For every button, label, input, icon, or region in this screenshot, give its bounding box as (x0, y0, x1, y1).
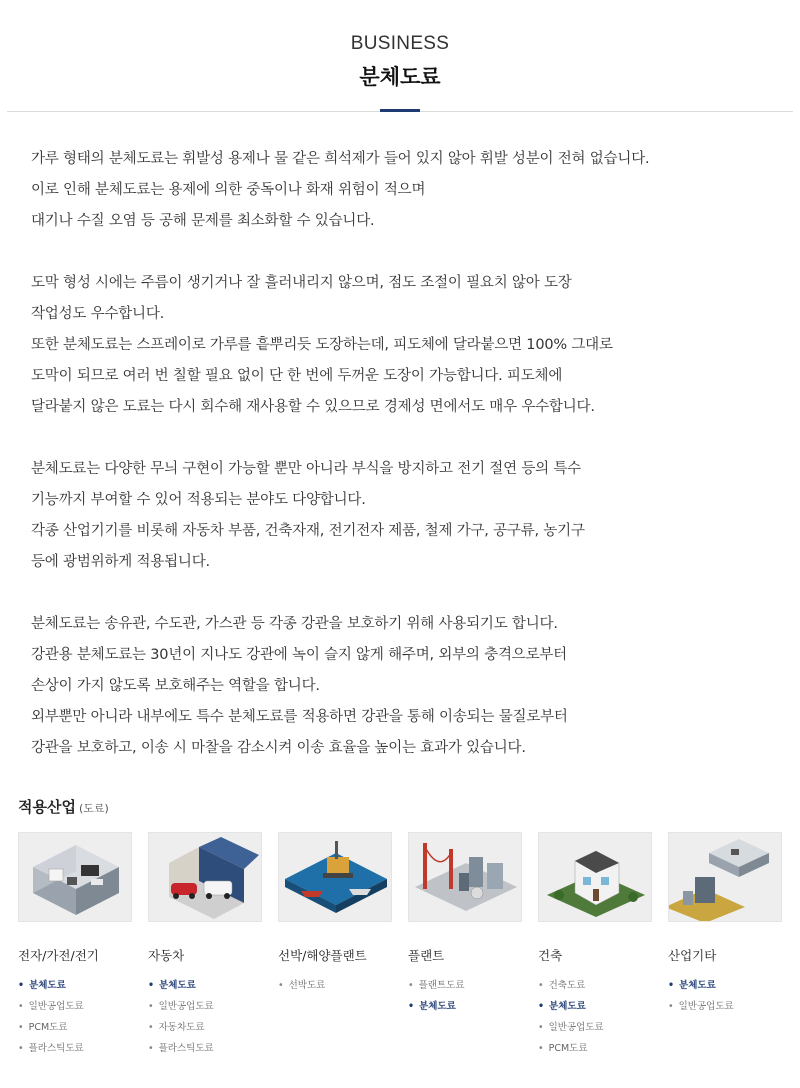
product-link[interactable]: • 분체도료 (408, 1001, 456, 1012)
industrial-misc-illustration-icon[interactable] (668, 832, 782, 922)
industry-title: 전자/가전/전기 (18, 948, 99, 963)
product-link[interactable]: • 플라스틱도료 (18, 1043, 84, 1054)
bridge-plant-illustration-icon[interactable] (408, 832, 522, 922)
product-link[interactable]: • 플랜트도료 (408, 980, 465, 991)
industry-card-electronics (18, 832, 132, 1054)
product-link[interactable]: • 일반공업도료 (668, 1001, 734, 1012)
industry-title: 플랜트 (408, 948, 445, 963)
text-line: 또한 분체도료는 스프레이로 가루를 흩뿌리듯 도장하는데, 피도체에 달라붙으면 100% 그대로 (31, 337, 613, 353)
page-title: 분체도료 (359, 65, 441, 89)
text-line: 이로 인해 분체도료는 용제에 의한 중독이나 화재 위험이 적으며 (31, 182, 426, 198)
applied-industries-subtitle: (도료) (78, 802, 109, 815)
product-link[interactable]: • 선박도료 (278, 980, 326, 991)
industry-card-construction (538, 832, 652, 1054)
product-link[interactable]: • 일반공업도료 (18, 1001, 84, 1012)
applied-industries-heading (18, 796, 109, 817)
ship-offshore-illustration-icon[interactable] (278, 832, 392, 922)
industry-card-plant (408, 832, 522, 1012)
text-line: 등에 광범위하게 적용됩니다. (31, 554, 210, 570)
title-accent-bar (380, 109, 420, 112)
text-line: 대기나 수질 오염 등 공해 문제를 최소화할 수 있습니다. (31, 213, 375, 229)
product-link[interactable]: • 일반공업도료 (148, 1001, 214, 1012)
paragraph (31, 609, 791, 764)
text-line: 가루 형태의 분체도료는 휘발성 용제나 물 같은 희석제가 들어 있지 않아 휘발 성분이 전혀 없습니다. (31, 151, 650, 167)
industry-product-list (278, 975, 325, 996)
house-building-illustration-icon[interactable] (538, 832, 652, 922)
product-link[interactable]: • 일반공업도료 (538, 1022, 604, 1033)
text-line: 손상이 가지 않도록 보호해주는 역할을 합니다. (31, 678, 320, 694)
industry-card-automotive (148, 832, 262, 1054)
text-line: 도막이 되므로 여러 번 칠할 필요 없이 단 한 번에 두꺼운 도장이 가능합니다. 피도체에 (31, 368, 563, 384)
text-line: 외부뿐만 아니라 내부에도 특수 분체도료를 적용하면 강관을 통해 이송되는 물질로부터 (31, 709, 568, 725)
product-link[interactable]: • 플라스틱도료 (148, 1043, 214, 1054)
product-link[interactable]: • 분체도료 (668, 980, 716, 991)
industry-product-list (408, 975, 465, 1017)
text-line: 강관을 보호하고, 이송 시 마찰을 감소시켜 이송 효율을 높이는 효과가 있습니다. (31, 740, 526, 756)
paragraph (31, 144, 791, 237)
product-link[interactable]: • PCM도료 (18, 1022, 68, 1033)
text-line: 기능까지 부여할 수 있어 적용되는 분야도 다양합니다. (31, 492, 366, 508)
product-link[interactable]: • 건축도료 (538, 980, 586, 991)
industry-title: 건축 (538, 948, 563, 963)
car-factory-illustration-icon[interactable] (148, 832, 262, 922)
product-link[interactable]: • 분체도료 (18, 980, 66, 991)
page-header (0, 0, 800, 112)
product-link[interactable]: • PCM도료 (538, 1043, 588, 1054)
industry-title: 산업기타 (668, 948, 717, 963)
industry-product-list (148, 975, 214, 1059)
applied-industries-title: 적용산업 (18, 798, 76, 816)
industry-card-misc (668, 832, 782, 1012)
product-link[interactable]: • 자동차도료 (148, 1022, 205, 1033)
industry-product-list (538, 975, 604, 1059)
text-line: 분체도료는 다양한 무늬 구현이 가능할 뿐만 아니라 부식을 방지하고 전기 절연 등의 특수 (31, 461, 581, 477)
paragraph (31, 454, 791, 578)
text-line: 달라붙지 않은 도료는 다시 회수해 재사용할 수 있으므로 경제성 면에서도 매우 우수합니다. (31, 399, 595, 415)
text-line: 작업성도 우수합니다. (31, 306, 165, 322)
industry-card-marine (278, 832, 392, 991)
text-line: 분체도료는 송유관, 수도관, 가스관 등 각종 강관을 보호하기 위해 사용되기도 합니다. (31, 616, 558, 632)
paragraph (31, 268, 791, 423)
section-eng-title: BUSINESS (350, 33, 450, 54)
text-line: 도막 형성 시에는 주름이 생기거나 잘 흘러내리지 않으며, 점도 조절이 필요치 않아 도장 (31, 275, 572, 291)
text-line: 각종 산업기기를 비롯해 자동차 부품, 건축자재, 전기전자 제품, 철제 가구, 공구류, 농기구 (31, 523, 585, 539)
industry-title: 선박/해양플랜트 (278, 948, 367, 963)
product-link[interactable]: • 분체도료 (148, 980, 196, 991)
industry-product-list (668, 975, 734, 1017)
description-text (31, 144, 791, 795)
electronics-room-illustration-icon[interactable] (18, 832, 132, 922)
industry-title: 자동차 (148, 948, 185, 963)
text-line: 강관용 분체도료는 30년이 지나도 강관에 녹이 슬지 않게 해주며, 외부의 충격으로부터 (31, 647, 567, 663)
product-link[interactable]: • 분체도료 (538, 1001, 586, 1012)
industry-product-list (18, 975, 84, 1059)
